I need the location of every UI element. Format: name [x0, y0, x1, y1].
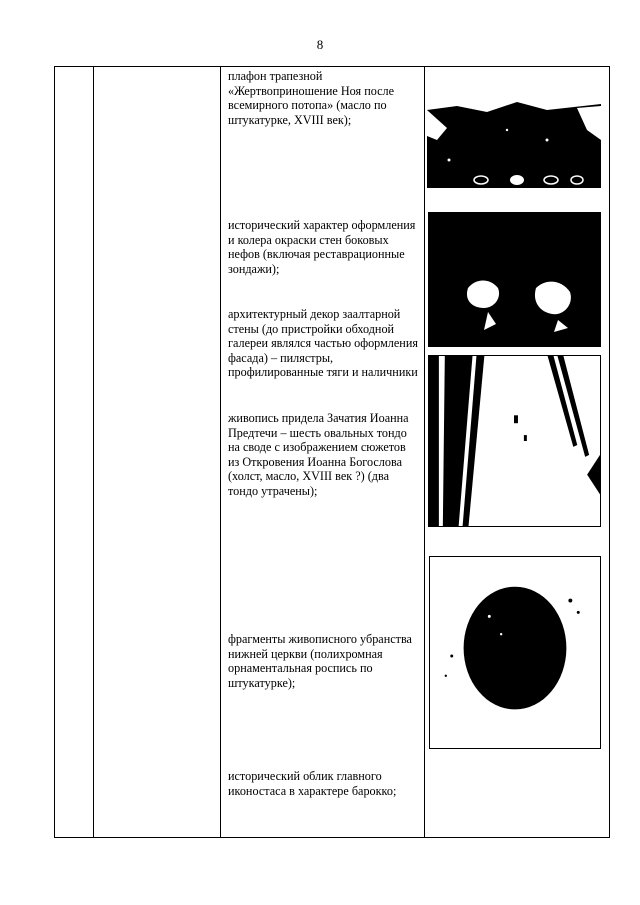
side-nave-walls-photo	[428, 212, 601, 347]
column-divider	[93, 67, 94, 837]
item-text: исторический облик главного иконостаса в характере барокко;	[228, 769, 397, 798]
item-text: плафон трапезной «Жертвоприношение Ноя после всемирного потопа» (масло по штукатурке, XVIII век);	[228, 69, 395, 127]
item-text: исторический характер оформления и колера окраски стен боковых нефов (включая реставрационные зондажи);	[228, 218, 416, 276]
column-divider	[424, 67, 425, 837]
item-text: фрагменты живописного убранства нижней церкви (полихромная орнаментальная роспись по штукатурке);	[228, 632, 412, 690]
column-divider	[220, 67, 221, 837]
item-text: живопись придела Зачатия Иоанна Предтечи – шесть овальных тондо на своде с изображением сюжетов из Откровения Иоанна Богослова (холст, масло, XVIII век ?) (два тондо утрачены);	[228, 411, 409, 498]
altar-wall-decor-photo	[428, 355, 601, 527]
lower-church-painting-photo	[429, 556, 601, 749]
ceiling-painting-photo	[427, 70, 601, 194]
page-number: 8	[316, 37, 324, 52]
item-text: архитектурный декор заалтарной стены (до пристройки обходной галереи являлся частью оформления фасада) – пилястры, профилированные тяги и наличники	[228, 307, 418, 380]
